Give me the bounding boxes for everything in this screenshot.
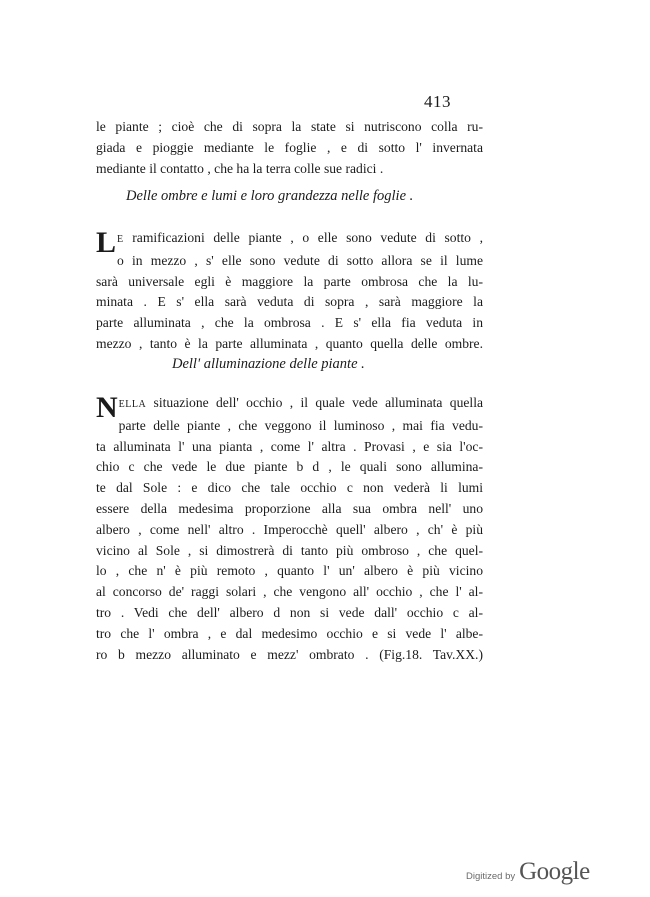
intro-paragraph [96,117,483,179]
drop-cap: L [96,226,117,259]
small-caps-text: ELLA [118,399,147,410]
text-line: giada e pioggie mediante le foglie , e di sotto l' invernata [96,139,483,155]
google-logo: Google [519,858,590,885]
text-line: lo , che n' è più remoto , quanto l' un' albero è più vicino [96,563,483,579]
text-line: mediante il contatto , che ha la terra colle sue radici . [96,160,384,176]
text-line: o in mezzo , s' elle sono vedute di sotto allora se il lume [117,252,483,268]
text-line: ro b mezzo alluminato e mezz' ombrato . (Fig.18. Tav.XX.) [96,646,483,662]
paragraph-first-line [96,391,483,424]
small-caps-text: E [117,234,124,245]
text-line: essere della medesima proporzione alla sua ombra nell' uno [96,500,483,516]
text-line: te dal Sole : e dico che tale occhio c non vederà li lumi [96,480,483,496]
drop-cap: N [96,391,118,424]
text-line: parte alluminata , che la ombrosa . E s' ella fia veduta in [96,315,483,331]
section-heading: Delle ombre e lumi e loro grandezza nelle foglie . [126,188,414,204]
text-line: tro . Vedi che dell' albero d non si vede dall' occhio c al- [96,604,483,620]
digitized-watermark [466,858,590,886]
section-heading: Dell' alluminazione delle piante . [172,356,365,372]
text-line: al concorso de' raggi solari , che vengono all' occhio , che l' al- [96,584,483,600]
text-line: ta alluminata l' una pianta , come l' altra . Provasi , e sia l'oc- [96,438,483,454]
text-line: ramificazioni delle piante , o elle sono vedute di sotto , [123,230,483,245]
text-line: sarà universale egli è maggiore la parte ombrosa che la lu- [96,273,483,289]
section-paragraph [96,228,483,355]
text-line: vicino al Sole , si dimostrerà di tanto più ombroso , che quel- [96,542,483,558]
page-number: 413 [424,92,451,111]
text-line: albero , come nell' altro . Imperocchè quell' albero , ch' è più [96,521,483,537]
section-paragraph [96,393,483,665]
text-line: parte delle piante , che veggono il luminoso , mai fia vedu- [118,417,483,433]
text-line: tro che l' ombra , e dal medesimo occhio e si vede l' albe- [96,625,483,641]
text-line: mezzo , tanto è la parte alluminata , quanto quella delle ombre. [96,335,483,351]
text-line: le piante ; cioè che di sopra la state si nutriscono colla ru- [96,119,483,134]
paragraph-first-line [96,226,483,259]
watermark-label: Digitized by [466,871,516,882]
text-line: minata . E s' ella sarà veduta di sopra , sarà maggiore la [96,294,483,310]
text-line: chio c che vede le due piante b d , le quali sono allumina- [96,459,483,475]
text-line: situazione dell' occhio , il quale vede alluminata quella [146,395,483,410]
